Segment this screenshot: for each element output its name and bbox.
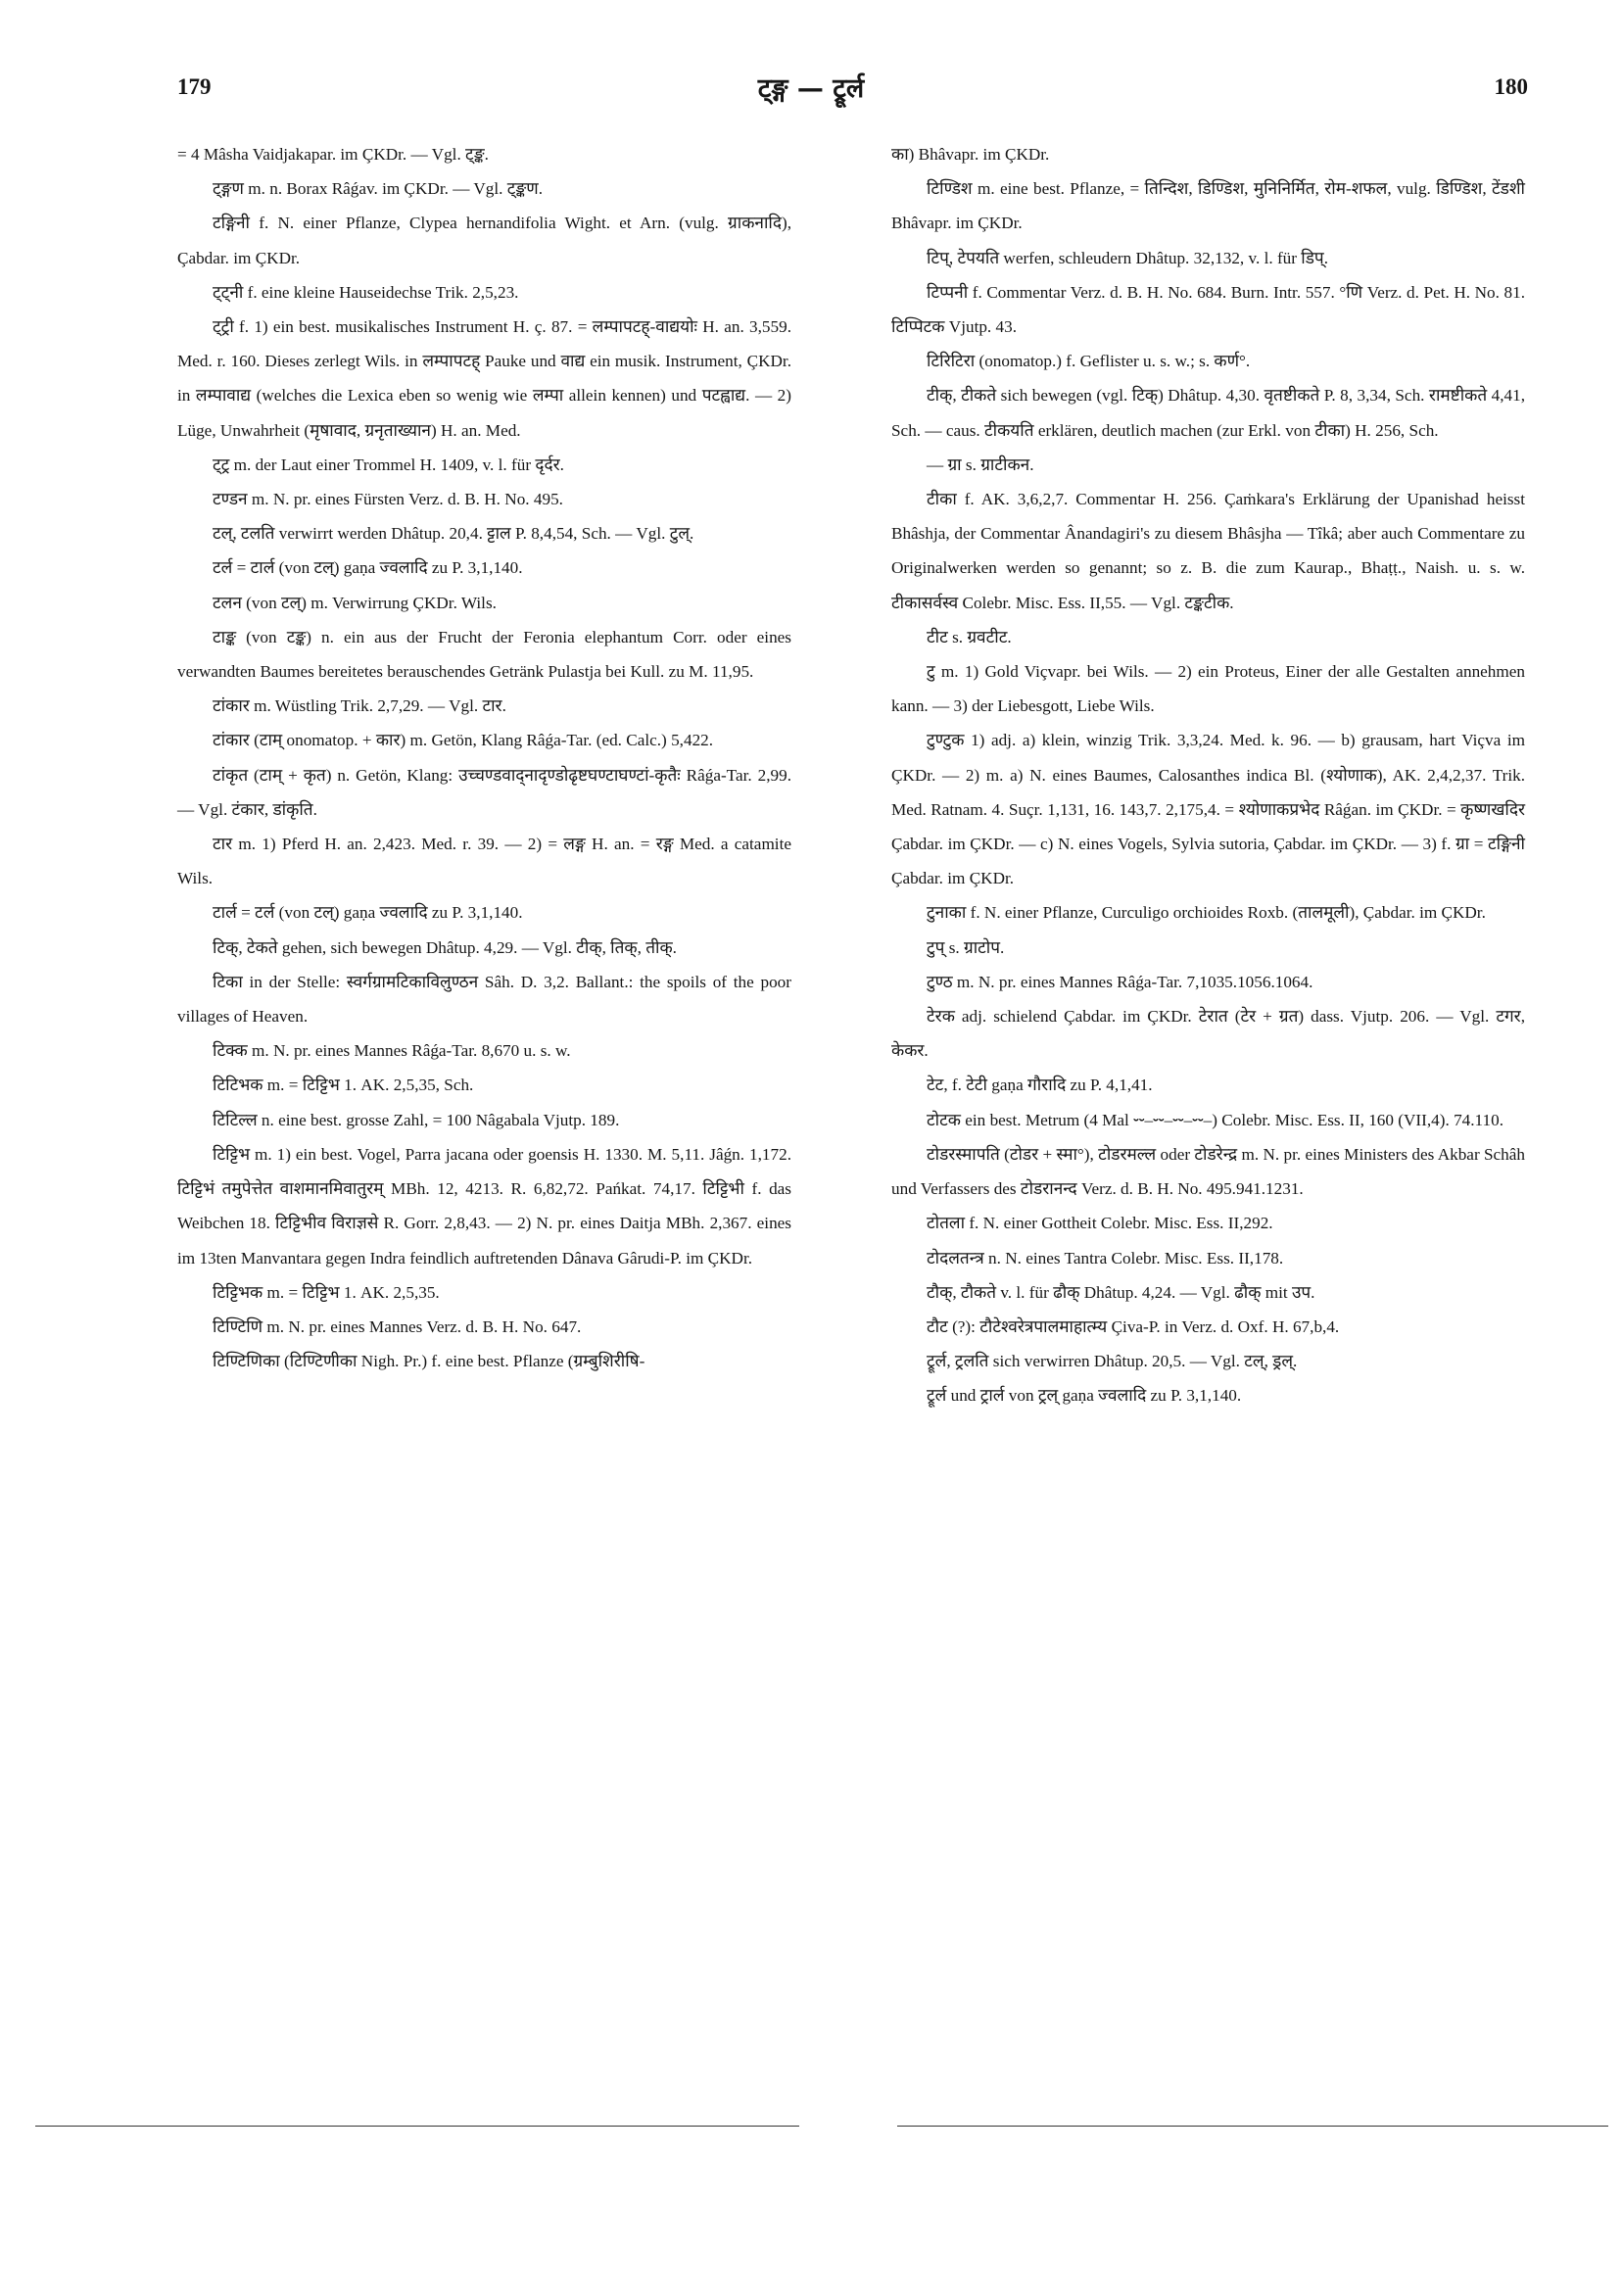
dictionary-entry: टांकार m. Wüstling Trik. 2,7,29. — Vgl. टार. — [213, 696, 506, 716]
right-column — [891, 137, 1525, 1413]
dictionary-entry: का) Bhâvapr. im ÇKDr. — [891, 145, 1050, 164]
dictionary-entry: टोदलतन्त्र n. N. eines Tantra Colebr. Misc. Ess. II,178. — [927, 1248, 1284, 1268]
dictionary-entry: टिण्डिश m. eine best. Pflanze, = तिन्दिश, डिण्डिश, मुनिनिर्मित, रोम-शफल, vulg. डिण्डिश, टेंडशी Bhâvapr. im ÇKDr. — [891, 179, 1525, 233]
dictionary-entry: टेट, f. टेटी gaṇa गौरादि zu P. 4,1,41. — [927, 1076, 1153, 1095]
dictionary-entry: टर्ल = टार्ल (von टल्) gaṇa ज्वलादि zu P. 3,1,140. — [213, 558, 523, 578]
left-column — [177, 137, 791, 1378]
dictionary-entry: ट्रूर्ल, ट्रलति sich verwirren Dhâtup. 20,5. — Vgl. टल्, ड्रल्. — [927, 1352, 1298, 1371]
dictionary-entry: टिरिटिरा (onomatop.) f. Geflister u. s. w.; s. कर्ण°. — [927, 352, 1251, 371]
dictionary-entry: टोडरस्मापति (टोडर + स्मा°), टोडरमल्ल oder टोडरेन्द्र m. N. pr. eines Ministers des Akbar Schâh und Verfassers des टोडरानन्द Verz. d. B. H. No. 495.941.1231. — [891, 1144, 1525, 1199]
footer-rule-right — [897, 2126, 1608, 2127]
dictionary-entry: टुण्ठ m. N. pr. eines Mannes Râǵa-Tar. 7,1035.1056.1064. — [927, 972, 1313, 991]
footer-rule-left — [35, 2126, 799, 2127]
dictionary-entry: ट्ट्नी f. eine kleine Hauseidechse Trik. 2,5,23. — [213, 282, 519, 302]
dictionary-entry: टिटिभक m. = टिट्टिभ 1. AK. 2,5,35, Sch. — [213, 1076, 474, 1095]
dictionary-entry: टोतला f. N. einer Gottheit Colebr. Misc. Ess. II,292. — [927, 1214, 1273, 1233]
dictionary-entry: टिप्, टेपयति werfen, schleudern Dhâtup. 32,132, v. l. für डिप्. — [927, 248, 1328, 267]
dictionary-entry: टु m. 1) Gold Viçvapr. bei Wils. — 2) ein Proteus, Einer der alle Gestalten annehmen kann. — 3) der Liebesgott, Liebe Wils. — [891, 662, 1525, 716]
dictionary-entry: ट्रूर्ल und ट्रार्ल von ट्रल् gaṇa ज्वलादि zu P. 3,1,140. — [927, 1386, 1242, 1406]
dictionary-entry: — ग्रा s. ग्राटीकन. — [927, 454, 1034, 474]
dictionary-entry: टीका f. AK. 3,6,2,7. Commentar H. 256. Çaṁkara's Erklärung der Upanishad heisst Bhâshja, der Commentar Ânandagiri's zu diesem Bhâsjha — Tîkâ; aber auch Commentare zu Originalwerken werden so genannt; so z. B. die zum Kaurap., Bhaṭṭ., Naish. u. s. w. टीकासर्वस्व Colebr. Misc. Ess. II,55. — Vgl. टङ्कटीक. — [891, 490, 1525, 612]
page-number-right: 180 — [1494, 74, 1528, 99]
dictionary-entry: टाङ्क (von टङ्क) n. ein aus der Frucht der Feronia elephantum Corr. oder eines verwandten Baumes bereitetes berauschendes Getränk Pulastja bei Kull. zu M. 11,95. — [177, 627, 791, 682]
dictionary-entry: टौट (?): टौटेश्वरेत्रपालमाहात्म्य Çiva-P. in Verz. d. Oxf. H. 67,b,4. — [927, 1316, 1340, 1336]
dictionary-entry: टिट्टिभ m. 1) ein best. Vogel, Parra jacana oder goensis H. 1330. M. 5,11. Jâǵn. 1,172. टिट्टिभं तमुपेत्तेत वाशमानमिवातुरम् MBh. 12, 4213. R. 6,82,72. Pańkat. 74,17. टिट्टिभी f. das Weibchen 18. टिट्टिभीव विराज्ञसे R. Gorr. 2,8,43. — 2) N. pr. eines Daitja MBh. 2,367. eines im 13ten Manvantara gegen Indra feindlich auftretenden Dânava Gârudi-P. im ÇKDr. — [177, 1144, 791, 1268]
dictionary-entry: टीट s. ग्रवटीट. — [927, 627, 1012, 646]
dictionary-entry: टल्, टलति verwirrt werden Dhâtup. 20,4. ट्टाल P. 8,4,54, Sch. — Vgl. टुल्. — [213, 524, 694, 544]
dictionary-entry: टुप् s. ग्राटोप. — [927, 937, 1005, 957]
dictionary-entry: टिप्पनी f. Commentar Verz. d. B. H. No. 684. Burn. Intr. 557. °णि Verz. d. Pet. H. No. 81. टिप्पिटक Vjutp. 43. — [891, 282, 1525, 337]
dictionary-entry: टेरक adj. schielend Çabdar. im ÇKDr. टेरात (टेर + ग्रत) dass. Vjutp. 206. — Vgl. टगर, केकर. — [891, 1007, 1525, 1061]
page-number-left: 179 — [177, 74, 212, 99]
dictionary-entry: टुण्टुक 1) adj. a) klein, winzig Trik. 3,3,24. Med. k. 96. — b) grausam, hart Viçva im ÇKDr. — 2) m. a) N. eines Baumes, Calosanthes indica Bl. (श्योणाक), AK. 2,4,2,37. Trik. Med. Ratnam. 4. Suçr. 1,131, 16. 143,7. 2,175,4. = श्योणाकप्रभेद Râǵan. im ÇKDr. = कृष्णखदिर Çabdar. im ÇKDr. — c) N. eines Vogels, Sylvia sutoria, Çabdar. im ÇKDr. — 3) f. ग्रा = टङ्गिनी Çabdar. im ÇKDr. — [891, 731, 1525, 888]
dictionary-entry: टङ्गिनी f. N. einer Pflanze, Clypea hernandifolia Wight. et Arn. (vulg. ग्राकनादि), Çabdar. im ÇKDr. — [177, 214, 791, 267]
dictionary-entry: टोटक ein best. Metrum (4 Mal ⏑⏑–⏑⏑–⏑⏑–⏑⏑–) Colebr. Misc. Ess. II, 160 (VII,4). 74.110. — [927, 1110, 1503, 1129]
dictionary-entry: टौक्, टौकते v. l. für ढौक् Dhâtup. 4,24. — Vgl. ढौक् mit उप. — [927, 1282, 1315, 1302]
dictionary-entry: टिण्टिणिका (टिण्टिणीका Nigh. Pr.) f. eine best. Pflanze (ग्रम्बुशिरीषि- — [213, 1352, 645, 1371]
dictionary-entry: टार्ल = टर्ल (von टल्) gaṇa ज्वलादि zu P. 3,1,140. — [213, 903, 523, 923]
dictionary-entry: टिक्क m. N. pr. eines Mannes Râǵa-Tar. 8,670 u. s. w. — [213, 1041, 571, 1061]
dictionary-entry: टिका in der Stelle: स्वर्गग्रामटिकाविलुण्ठन Sâh. D. 3,2. Ballant.: the spoils of the poor villages of Heaven. — [177, 972, 791, 1027]
dictionary-entry: टण्डन m. N. pr. eines Fürsten Verz. d. B. H. No. 495. — [213, 490, 563, 509]
dictionary-entry: = 4 Mâsha Vaidjakapar. im ÇKDr. — Vgl. ट्ङ्क. — [177, 145, 489, 164]
dictionary-entry: टार m. 1) Pferd H. an. 2,423. Med. r. 39. — 2) = लङ्ग H. an. = रङ्ग Med. a catamite Wils. — [177, 835, 791, 888]
dictionary-entry: टिटिल्ल n. eine best. grosse Zahl, = 100 Nâgabala Vjutp. 189. — [213, 1110, 620, 1129]
dictionary-entry: ट्ङ्गण m. n. Borax Râǵav. im ÇKDr. — Vgl. ट्ङ्कण. — [213, 179, 544, 199]
dictionary-entry: टीक्, टीकते sich bewegen (vgl. टिक्) Dhâtup. 4,30. वृतष्टीकते P. 8, 3,34, Sch. रामष्टीकते 4,41, Sch. — caus. टीकयति erklären, deutlich machen (zur Erkl. von टीका) H. 256, Sch. — [891, 386, 1525, 440]
dictionary-entry: टांकृत (टाम् + कृत) n. Getön, Klang: उच्चण्डवाद्नादृण्डोढृष्टघण्टाघण्टां-कृतैः Râǵa-Tar. 2,99. — Vgl. टंकार, डांकृति. — [177, 765, 791, 819]
dictionary-entry: टिण्टिणि m. N. pr. eines Mannes Verz. d. B. H. No. 647. — [213, 1316, 582, 1336]
dictionary-entry: ट्ट्री f. 1) ein best. musikalisches Instrument H. ç. 87. = लम्पापटह्-वाद्ययोः H. an. 3,559. Med. r. 160. Dieses zerlegt Wils. in लम्पापटह् Pauke und वाद्य ein musik. Instrument, ÇKDr. in लम्पावाद्य (welches die Lexica eben so wenig wie लम्पा allein kennen) und पटह्वाद्य. — 2) Lüge, Unwahrheit (मृषावाद, ग्रनृताख्यान) H. an. Med. — [177, 317, 791, 440]
running-head: ट्ङ्ग — ट्रूर्ल — [757, 73, 865, 104]
page-header — [0, 74, 1622, 114]
dictionary-entry: टांकार (टाम् onomatop. + कार) m. Getön, Klang Râǵa-Tar. (ed. Calc.) 5,422. — [213, 731, 714, 750]
dictionary-entry: टलन (von टल्) m. Verwirrung ÇKDr. Wils. — [213, 593, 497, 612]
dictionary-entry: टिक्, टेकते gehen, sich bewegen Dhâtup. 4,29. — Vgl. टीक्, तिक्, तीक्. — [213, 937, 677, 957]
dictionary-entry: टुनाका f. N. einer Pflanze, Curculigo orchioides Roxb. (तालमूली), Çabdar. im ÇKDr. — [927, 903, 1486, 923]
dictionary-entry: ट्ट्र m. der Laut einer Trommel H. 1409, v. l. für दृर्दर. — [213, 454, 564, 474]
dictionary-entry: टिट्टिभक m. = टिट्टिभ 1. AK. 2,5,35. — [213, 1282, 440, 1302]
